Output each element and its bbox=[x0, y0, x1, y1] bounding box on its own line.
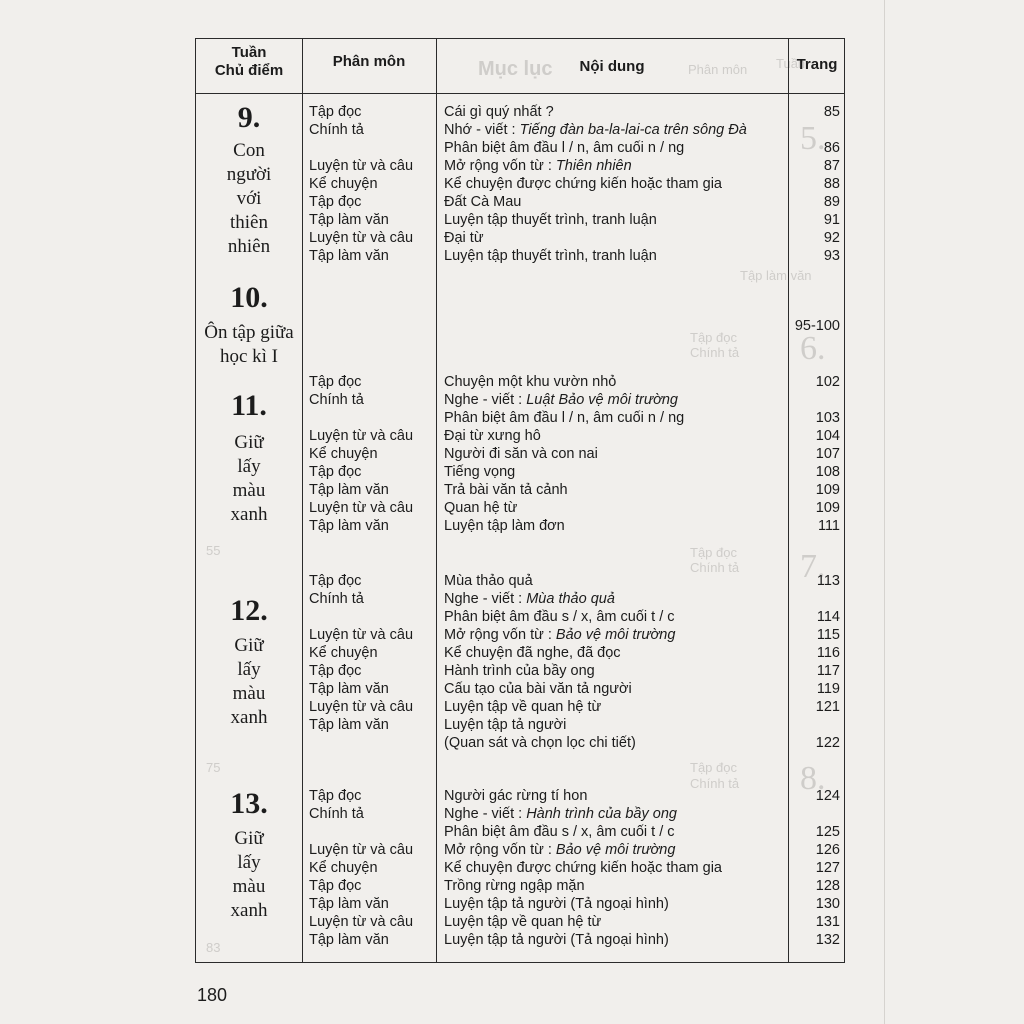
lesson-page: 124 bbox=[815, 788, 840, 804]
theme-name-line: người bbox=[226, 164, 272, 185]
lesson-subject: Tập đọc bbox=[309, 194, 362, 210]
lesson-content: (Quan sát và chọn lọc chi tiết) bbox=[444, 735, 636, 751]
theme-name-line: xanh bbox=[230, 504, 268, 525]
lesson-content: Phân biệt âm đầu s / x, âm cuối t / c bbox=[444, 609, 675, 625]
page-edge-line bbox=[884, 0, 885, 1024]
lesson-subject: Kể chuyện bbox=[309, 860, 378, 876]
lesson-content-title: Tiếng đàn ba-la-lai-ca trên sông Đà bbox=[519, 122, 747, 138]
lesson-subject: Kể chuyện bbox=[309, 176, 378, 192]
lesson-subject: Tập đọc bbox=[309, 374, 362, 390]
lesson-content: Kể chuyện được chứng kiến hoặc tham gia bbox=[444, 860, 722, 876]
lesson-content-prefix: Nhớ - viết : bbox=[444, 122, 520, 138]
theme-name-line: màu bbox=[232, 683, 266, 704]
lesson-page: 130 bbox=[815, 896, 840, 912]
lesson-page: 126 bbox=[815, 842, 840, 858]
lesson-page: 85 bbox=[823, 104, 840, 120]
lesson-content: Luyện tập tả người (Tả ngoại hình) bbox=[444, 896, 669, 912]
lesson-page: 114 bbox=[816, 609, 840, 625]
lesson-page: 115 bbox=[816, 627, 840, 643]
lesson-content: Phân biệt âm đầu l / n, âm cuối n / ng bbox=[444, 410, 685, 426]
theme-name-line: lấy bbox=[237, 456, 261, 477]
lesson-content: Phân biệt âm đầu s / x, âm cuối t / c bbox=[444, 824, 675, 840]
lesson-page: 109 bbox=[815, 500, 840, 516]
lesson-content: Đất Cà Mau bbox=[444, 194, 522, 210]
lesson-subject: Tập đọc bbox=[309, 663, 362, 679]
lesson-page: 109 bbox=[815, 482, 840, 498]
lesson-subject: Luyện từ và câu bbox=[309, 428, 414, 444]
lesson-page: 128 bbox=[815, 878, 840, 894]
lesson-content: Đại từ bbox=[444, 230, 484, 246]
lesson-content-prefix: Nghe - viết : bbox=[444, 591, 527, 607]
lesson-page: 125 bbox=[815, 824, 840, 840]
lesson-subject: Tập làm văn bbox=[309, 932, 389, 948]
theme-name-line: màu bbox=[232, 876, 266, 897]
lesson-content: Tiếng vọng bbox=[444, 464, 516, 480]
lesson-content-prefix: Nghe - viết : bbox=[444, 392, 527, 408]
lesson-content: Luyện tập về quan hệ từ bbox=[444, 699, 602, 715]
lesson-page: 116 bbox=[816, 645, 840, 661]
header-week bbox=[196, 44, 302, 80]
header-week-label: Tuần bbox=[231, 44, 267, 61]
lesson-page: 89 bbox=[823, 194, 840, 210]
lesson-content bbox=[444, 391, 678, 409]
lesson-page bbox=[788, 391, 840, 409]
theme-name-line: thiên bbox=[230, 212, 268, 233]
lesson-subject: Kể chuyện bbox=[309, 446, 378, 462]
lesson-page: 132 bbox=[815, 932, 840, 948]
lesson-content: Luyện tập làm đơn bbox=[444, 518, 565, 534]
lesson-page: 131 bbox=[815, 914, 840, 930]
lesson-subject: Tập đọc bbox=[309, 104, 362, 120]
lesson-content bbox=[444, 590, 615, 608]
theme-number: 9. bbox=[237, 101, 261, 134]
theme-name-line: lấy bbox=[237, 852, 261, 873]
lesson-page bbox=[788, 805, 840, 823]
lesson-content: Trả bài văn tả cảnh bbox=[444, 482, 568, 498]
theme-name-line: lấy bbox=[237, 659, 261, 680]
lesson-page: 108 bbox=[815, 464, 840, 480]
lesson-subject: Chính tả bbox=[309, 591, 364, 607]
lesson-content-prefix: Mở rộng vốn từ : bbox=[444, 158, 556, 174]
lesson-page: 117 bbox=[816, 663, 840, 679]
theme-name-line: Ôn tập giữa bbox=[204, 322, 294, 343]
lesson-content: Đại từ xưng hô bbox=[444, 428, 541, 444]
lesson-page bbox=[788, 716, 840, 734]
lesson-content bbox=[444, 626, 675, 644]
lesson-page bbox=[788, 121, 840, 139]
lesson-page: 91 bbox=[823, 212, 840, 228]
lesson-subject: Tập làm văn bbox=[309, 518, 389, 534]
table-of-contents bbox=[195, 38, 845, 963]
lesson-content: Luyện tập về quan hệ từ bbox=[444, 914, 602, 930]
theme-name-line: Giữ bbox=[234, 432, 264, 453]
lesson-content bbox=[444, 805, 677, 823]
lesson-page: 113 bbox=[816, 573, 840, 589]
lesson-page: 92 bbox=[823, 230, 840, 246]
lesson-content: Chuyện một khu vườn nhỏ bbox=[444, 374, 617, 390]
lesson-subject: Tập đọc bbox=[309, 878, 362, 894]
lesson-subject: Tập làm văn bbox=[309, 717, 389, 733]
lesson-content bbox=[444, 157, 632, 175]
lesson-subject: Luyện từ và câu bbox=[309, 627, 414, 643]
lesson-content-title: Mùa thảo quả bbox=[526, 591, 615, 607]
lesson-page bbox=[788, 590, 840, 608]
lesson-page: 104 bbox=[815, 428, 840, 444]
lesson-subject: Luyện từ và câu bbox=[309, 230, 414, 246]
lesson-subject: Tập đọc bbox=[309, 573, 362, 589]
lesson-page: 86 bbox=[823, 140, 840, 156]
lesson-content: Quan hệ từ bbox=[444, 500, 518, 516]
theme-number: 10. bbox=[230, 281, 268, 314]
lesson-content: Người gác rừng tí hon bbox=[444, 788, 588, 804]
lesson-page: 111 bbox=[817, 518, 840, 534]
lesson-subject: Luyện từ và câu bbox=[309, 158, 414, 174]
lesson-subject: Tập làm văn bbox=[309, 212, 389, 228]
theme-name-line: xanh bbox=[230, 900, 268, 921]
lesson-content bbox=[444, 121, 747, 139]
header-divider bbox=[196, 93, 844, 94]
lesson-subject: Luyện từ và câu bbox=[309, 699, 414, 715]
lesson-content: Luyện tập tả người bbox=[444, 717, 567, 733]
lesson-content: Phân biệt âm đầu l / n, âm cuối n / ng bbox=[444, 140, 685, 156]
theme-name-line: Giữ bbox=[234, 635, 264, 656]
lesson-content-title: Hành trình của bầy ong bbox=[526, 806, 677, 822]
lesson-subject: Tập làm văn bbox=[309, 248, 389, 264]
lesson-content: Luyện tập tả người (Tả ngoại hình) bbox=[444, 932, 669, 948]
theme-name-line: Giữ bbox=[234, 828, 264, 849]
header-page: Trang bbox=[796, 56, 838, 73]
lesson-subject: Luyện từ và câu bbox=[309, 500, 414, 516]
column-divider bbox=[436, 39, 437, 962]
lesson-content-title: Bảo vệ môi trường bbox=[555, 627, 676, 643]
lesson-page: 95-100 bbox=[794, 318, 840, 334]
column-divider bbox=[302, 39, 303, 962]
header-theme-label: Chủ điểm bbox=[214, 62, 284, 79]
header-subject: Phân môn bbox=[332, 53, 406, 70]
lesson-content-title: Luật Bảo vệ môi trường bbox=[526, 392, 678, 408]
lesson-content: Kể chuyện đã nghe, đã đọc bbox=[444, 645, 621, 661]
header-content: Nội dung bbox=[579, 58, 645, 75]
lesson-content: Luyện tập thuyết trình, tranh luận bbox=[444, 212, 657, 228]
lesson-subject: Chính tả bbox=[309, 392, 364, 408]
lesson-content: Kể chuyện được chứng kiến hoặc tham gia bbox=[444, 176, 722, 192]
lesson-content: Mùa thảo quả bbox=[444, 573, 533, 589]
theme-name-line: màu bbox=[232, 480, 266, 501]
lesson-page: 127 bbox=[815, 860, 840, 876]
lesson-subject: Tập đọc bbox=[309, 788, 362, 804]
lesson-content: Người đi săn và con nai bbox=[444, 446, 598, 462]
lesson-subject: Luyện từ và câu bbox=[309, 914, 414, 930]
theme-number: 13. bbox=[230, 787, 268, 820]
lesson-content: Cấu tạo của bài văn tả người bbox=[444, 681, 632, 697]
theme-name-line: học kì I bbox=[219, 346, 279, 367]
lesson-subject: Tập làm văn bbox=[309, 896, 389, 912]
theme-name-line: Con bbox=[233, 140, 265, 161]
lesson-content: Cái gì quý nhất ? bbox=[444, 104, 554, 120]
lesson-content: Trồng rừng ngập mặn bbox=[444, 878, 585, 894]
theme-name-line: với bbox=[236, 188, 262, 209]
lesson-content-prefix: Nghe - viết : bbox=[444, 806, 527, 822]
lesson-subject: Chính tả bbox=[309, 806, 364, 822]
lesson-page: 107 bbox=[815, 446, 840, 462]
lesson-page: 88 bbox=[823, 176, 840, 192]
lesson-content-title: Bảo vệ môi trường bbox=[555, 842, 676, 858]
lesson-page: 119 bbox=[816, 681, 840, 697]
lesson-content bbox=[444, 841, 675, 859]
theme-name-line: xanh bbox=[230, 707, 268, 728]
theme-name-line: nhiên bbox=[227, 236, 271, 257]
lesson-subject: Tập đọc bbox=[309, 464, 362, 480]
lesson-page: 122 bbox=[815, 735, 840, 751]
lesson-page: 87 bbox=[823, 158, 840, 174]
lesson-content: Hành trình của bầy ong bbox=[444, 663, 595, 679]
lesson-subject: Tập làm văn bbox=[309, 482, 389, 498]
lesson-content: Luyện tập thuyết trình, tranh luận bbox=[444, 248, 657, 264]
lesson-subject: Tập làm văn bbox=[309, 681, 389, 697]
page-number: 180 bbox=[197, 985, 228, 1005]
lesson-subject: Luyện từ và câu bbox=[309, 842, 414, 858]
lesson-subject: Kể chuyện bbox=[309, 645, 378, 661]
lesson-content-title: Thiên nhiên bbox=[555, 158, 632, 174]
lesson-page: 103 bbox=[815, 410, 840, 426]
theme-number: 12. bbox=[230, 594, 268, 627]
lesson-page: 102 bbox=[815, 374, 840, 390]
lesson-content-prefix: Mở rộng vốn từ : bbox=[444, 842, 556, 858]
lesson-subject: Chính tả bbox=[309, 122, 364, 138]
lesson-page: 93 bbox=[823, 248, 840, 264]
theme-number: 11. bbox=[231, 389, 267, 422]
lesson-page: 121 bbox=[815, 699, 840, 715]
lesson-content-prefix: Mở rộng vốn từ : bbox=[444, 627, 556, 643]
